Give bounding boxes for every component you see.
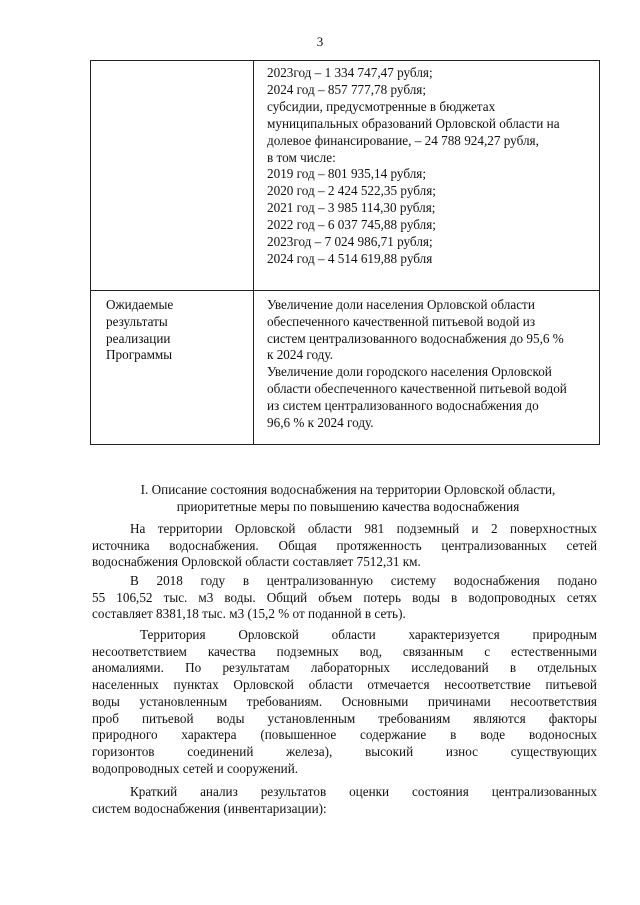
paragraph-line: Краткий анализ результатов оценки состояния централизованных [130, 784, 597, 799]
result-line: 96,6 % к 2024 году. [267, 414, 374, 430]
expected-results-cell [267, 297, 599, 431]
paragraph-line: В 2018 году в централизованную систему водоснабжения подано [130, 573, 597, 588]
funding-line: 2024 год – 4 514 619,88 рубля [267, 250, 433, 266]
result-line: из систем централизованного водоснабжения до [267, 397, 539, 413]
funding-line: 2021 год – 3 985 114,30 рубля; [267, 200, 436, 216]
paragraph-sources [92, 521, 597, 571]
page-number: 3 [316, 34, 324, 49]
paragraph-analysis [92, 784, 597, 817]
funding-line: 2019 год – 801 935,14 рубля; [267, 166, 427, 182]
result-line: систем централизованного водоснабжения до 95,6 % [267, 330, 564, 346]
funding-line: 2022 год – 6 037 745,88 рубля; [267, 217, 436, 233]
label-line: результаты [106, 313, 168, 329]
table-column-divider [253, 61, 254, 444]
paragraph-quality [92, 627, 597, 777]
label-line: Программы [106, 347, 173, 363]
paragraph-line: аномалиями. По результатам лабораторных исследований в отдельных [92, 660, 597, 676]
label-line: Ожидаемые [106, 297, 174, 312]
paragraph-line: природного характера (повышенное содержание в воде водоносных [92, 727, 597, 743]
funding-line: 2020 год – 2 424 522,35 рубля; [267, 183, 436, 199]
heading-line: I. Описание состояния водоснабжения на территории Орловской области, [140, 482, 556, 497]
paragraph-line: источника водоснабжения. Общая протяженность централизованных сетей [92, 537, 597, 553]
funding-cell [267, 65, 597, 268]
section-heading [88, 481, 608, 515]
paragraph-line: водоснабжения Орловской области составляет 7512,31 км. [92, 554, 421, 570]
paragraph-line: водопроводных сетей и сооружений. [92, 760, 299, 776]
paragraph-line: несоответствием качества подземных вод, связанным с естественными [92, 643, 597, 659]
paragraph-line: составляет 8381,18 тыс. м3 (15,2 % от поданной в сеть). [92, 606, 406, 622]
result-line: Увеличение доли городского населения Орловской [267, 364, 552, 380]
program-table [90, 60, 600, 445]
result-line: к 2024 году. [267, 347, 333, 363]
funding-line: долевое финансирование, – 24 788 924,27 рубля, [267, 132, 539, 148]
paragraph-supply [92, 573, 597, 623]
heading-line: приоритетные меры по повышению качества водоснабжения [176, 499, 520, 515]
paragraph-line: Территория Орловской области характеризуется природным [140, 627, 597, 642]
paragraph-line: На территории Орловской области 981 подземный и 2 поверхностных [130, 521, 597, 536]
paragraph-line: проб питьевой воды установленным требованиям являются факторы [92, 710, 597, 726]
paragraph-line: 55 106,52 тыс. м3 воды. Общий объем потерь воды в водопроводных сетях [92, 589, 597, 605]
funding-line: 2023год – 1 334 747,47 рубля; [267, 65, 433, 80]
label-line: реализации [106, 330, 171, 346]
paragraph-line: воды установленным требованиям. Основными причинами несоответствия [92, 693, 597, 709]
result-line: области обеспеченного качественной питьевой водой [267, 380, 567, 396]
funding-line: 2024 год – 857 777,78 рубля; [267, 81, 427, 97]
funding-line: 2023год – 7 024 986,71 рубля; [267, 234, 433, 250]
funding-line: в том числе: [267, 149, 336, 165]
funding-line: муниципальных образований Орловской области на [267, 115, 560, 131]
paragraph-line: горизонтов соединений железа), высокий износ существующих [92, 743, 597, 759]
result-line: обеспеченного качественной питьевой водой из [267, 313, 536, 329]
funding-line: субсидии, предусмотренные в бюджетах [267, 98, 496, 114]
table-row-divider [91, 290, 599, 291]
paragraph-line: населенных пунктах Орловской области отмечается несоответствие питьевой [92, 677, 597, 693]
paragraph-line: систем водоснабжения (инвентаризации): [92, 800, 327, 816]
result-line: Увеличение доли населения Орловской области [267, 297, 535, 312]
expected-results-label [106, 297, 246, 364]
